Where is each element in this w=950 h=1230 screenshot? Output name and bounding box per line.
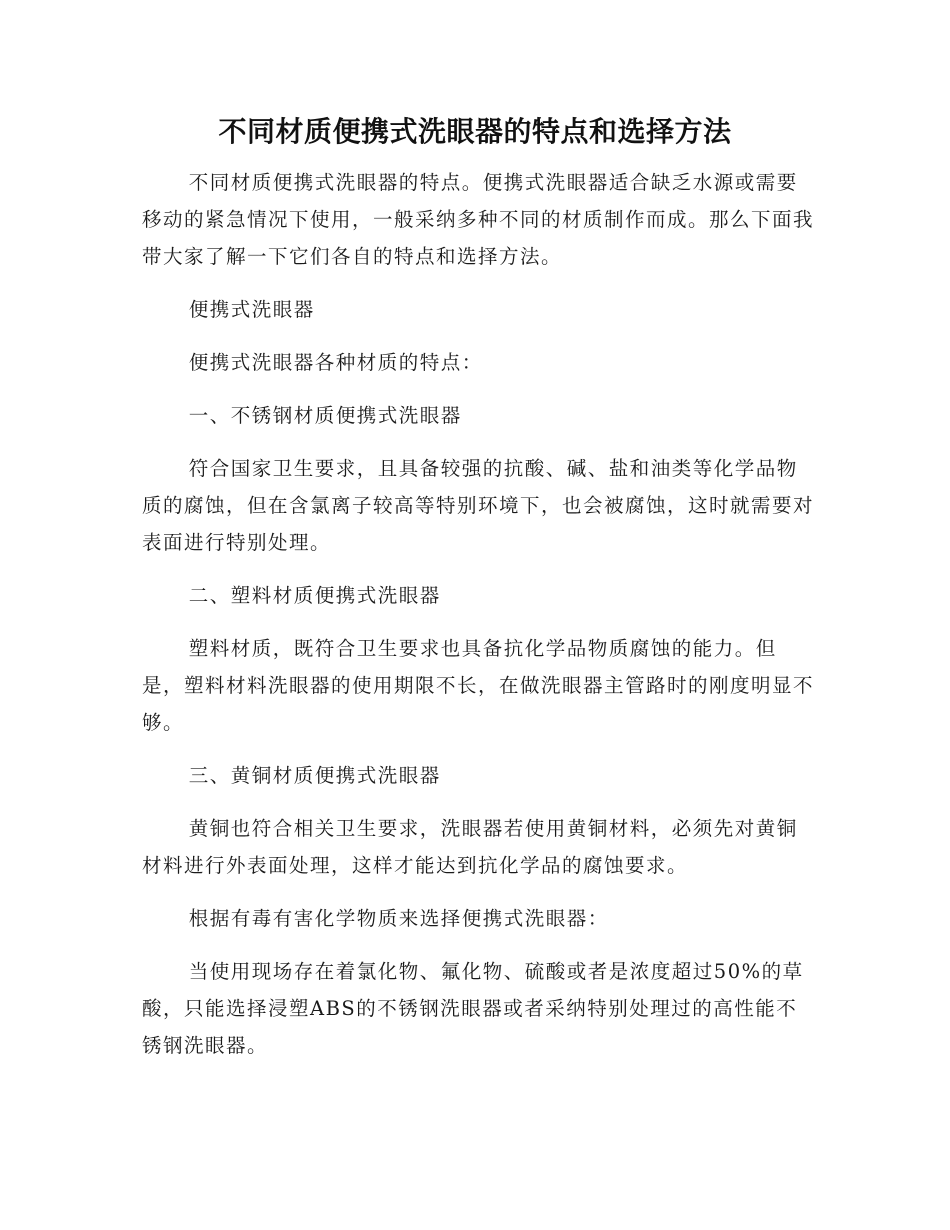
paragraph-materials-intro: 便携式洗眼器各种材质的特点： — [188, 351, 483, 374]
paragraph-heading-portable-eyewash: 便携式洗眼器 — [188, 298, 315, 321]
paragraph-brass: 黄铜也符合相关卫生要求，洗眼器若使用黄铜材料，必须先对黄铜材料进行外表面处理，这样才能达到抗化学品的腐蚀要求。 — [142, 817, 798, 877]
paragraph-stainless-steel: 符合国家卫生要求，且具备较强的抗酸、碱、盐和油类等化学品物质的腐蚀，但在含氯离子较高等特别环境下，也会被腐蚀，这时就需要对表面进行特别处理。 — [142, 457, 815, 554]
document-title: 不同材质便携式洗眼器的特点和选择方法 — [218, 115, 732, 148]
paragraph-plastic: 塑料材质，既符合卫生要求也具备抗化学品物质腐蚀的能力。但是，塑料材料洗眼器的使用期限不长，在做洗眼器主管路时的刚度明显不够。 — [142, 637, 815, 734]
section-heading-brass: 三、黄铜材质便携式洗眼器 — [188, 764, 441, 787]
paragraph-selection-detail: 当使用现场存在着氯化物、氟化物、硫酸或者是浓度超过50%的草酸，只能选择浸塑ABS的不锈钢洗眼器或者采纳特别处理过的高性能不锈钢洗眼器。 — [142, 960, 804, 1057]
document-body — [142, 164, 814, 1080]
paragraph-intro: 不同材质便携式洗眼器的特点。便携式洗眼器适合缺乏水源或需要移动的紧急情况下使用，一般采纳多种不同的材质制作而成。那么下面我带大家了解一下它们各自的特点和选择方法。 — [142, 171, 815, 268]
section-heading-stainless-steel: 一、不锈钢材质便携式洗眼器 — [188, 404, 462, 427]
section-heading-plastic: 二、塑料材质便携式洗眼器 — [188, 584, 441, 607]
paragraph-selection-heading: 根据有毒有害化学物质来选择便携式洗眼器： — [188, 907, 609, 930]
